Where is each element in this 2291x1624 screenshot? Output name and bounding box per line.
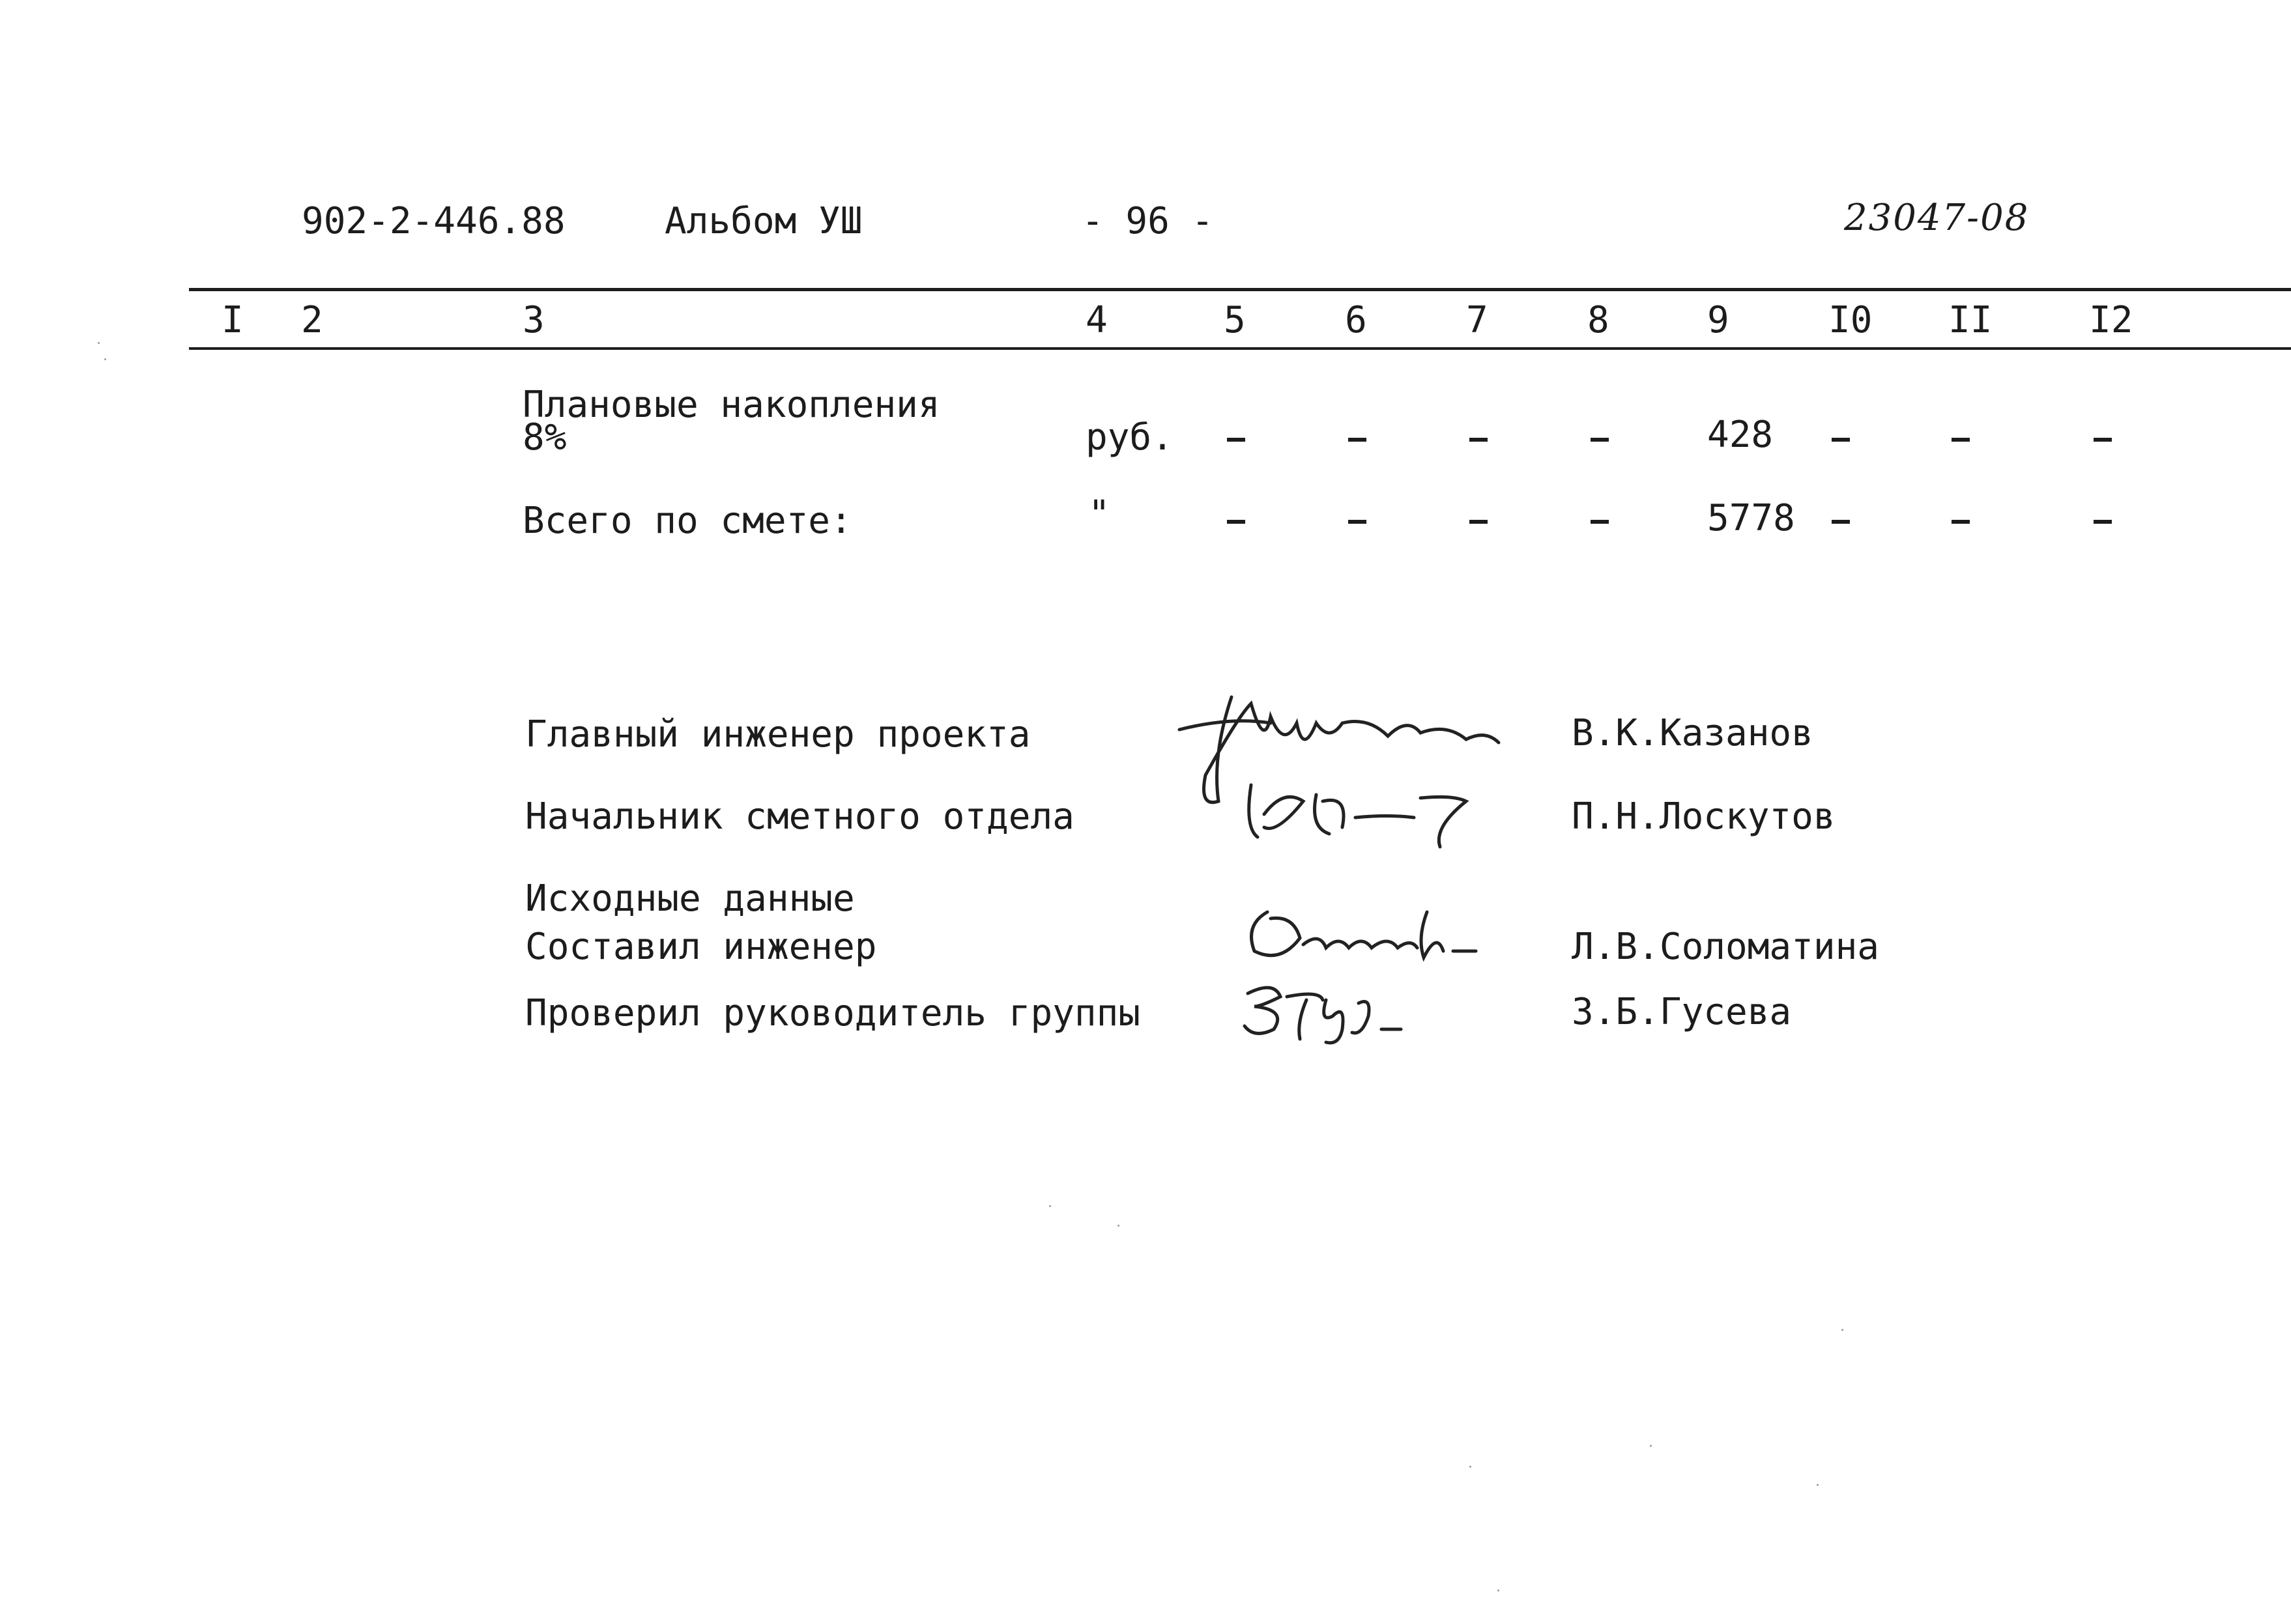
- column-header: 8: [1587, 299, 1609, 341]
- value-col9: 428: [1707, 414, 1774, 456]
- table-header-bottom-rule: [189, 347, 2291, 350]
- value-dash: [1469, 438, 1488, 442]
- scan-speck: [1469, 1466, 1471, 1468]
- scan-speck: [1497, 1589, 1499, 1591]
- scan-speck: [1841, 1329, 1843, 1331]
- signatory-name: П.Н.Лоскутов: [1572, 795, 1836, 838]
- scan-speck: [98, 342, 100, 344]
- signatory-role: Составил инженер: [525, 926, 877, 968]
- column-header: 9: [1707, 299, 1729, 341]
- value-dash: [1469, 520, 1488, 524]
- signature-group-leader: [1235, 977, 1417, 1049]
- row-name-percent: 8%: [523, 416, 567, 459]
- signatory-name: В.К.Казанов: [1572, 712, 1813, 754]
- table-top-rule: [189, 288, 2291, 291]
- column-header: I0: [1828, 299, 1873, 341]
- signature-engineer: [1241, 899, 1489, 971]
- value-dash: [1227, 520, 1245, 524]
- scan-speck: [1817, 1484, 1819, 1486]
- scan-speck: [1650, 1445, 1652, 1447]
- column-header: 4: [1086, 299, 1108, 341]
- scan-speck: [1049, 1205, 1051, 1207]
- signature-head-estimates: [1238, 775, 1486, 853]
- signatory-role-note: Исходные данные: [525, 877, 855, 920]
- value-dash: [1348, 520, 1366, 524]
- inventory-number: 23047-08: [1844, 197, 2030, 239]
- signatory-role: Проверил руководитель группы: [525, 992, 1141, 1034]
- value-dash: [1591, 520, 1609, 524]
- signatory-name: З.Б.Гусева: [1572, 991, 1792, 1033]
- value-dash: [1952, 520, 1970, 524]
- value-dash: [1832, 520, 1850, 524]
- row-name: Всего по смете:: [523, 500, 852, 542]
- column-header: 5: [1224, 299, 1246, 341]
- column-header: I: [222, 299, 244, 341]
- album-label: Альбом УШ: [665, 200, 863, 242]
- page-number: - 96 -: [1082, 200, 1214, 242]
- document-number: 902-2-446.88: [302, 200, 566, 242]
- value-dash: [1952, 438, 1970, 442]
- value-dash: [1227, 438, 1245, 442]
- column-header: I2: [2089, 299, 2133, 341]
- value-dash: [2094, 438, 2112, 442]
- value-dash: [2094, 520, 2112, 524]
- row-name: Плановые накопления: [523, 384, 940, 426]
- row-unit: руб.: [1086, 416, 1174, 459]
- scan-speck: [1117, 1225, 1119, 1227]
- value-col9: 5778: [1707, 497, 1795, 539]
- value-dash: [1591, 438, 1609, 442]
- value-dash: [1832, 438, 1850, 442]
- column-header: 3: [523, 299, 545, 341]
- signatory-role: Начальник сметного отдела: [525, 795, 1074, 838]
- column-header: 6: [1345, 299, 1367, 341]
- column-header: 7: [1466, 299, 1488, 341]
- column-header: II: [1948, 299, 1993, 341]
- row-unit: ": [1088, 493, 1110, 535]
- scan-speck: [104, 358, 106, 360]
- signatory-role: Главный инженер проекта: [525, 713, 1031, 756]
- value-dash: [1348, 438, 1366, 442]
- column-header: 2: [301, 299, 323, 341]
- signatory-name: Л.В.Соломатина: [1572, 926, 1880, 968]
